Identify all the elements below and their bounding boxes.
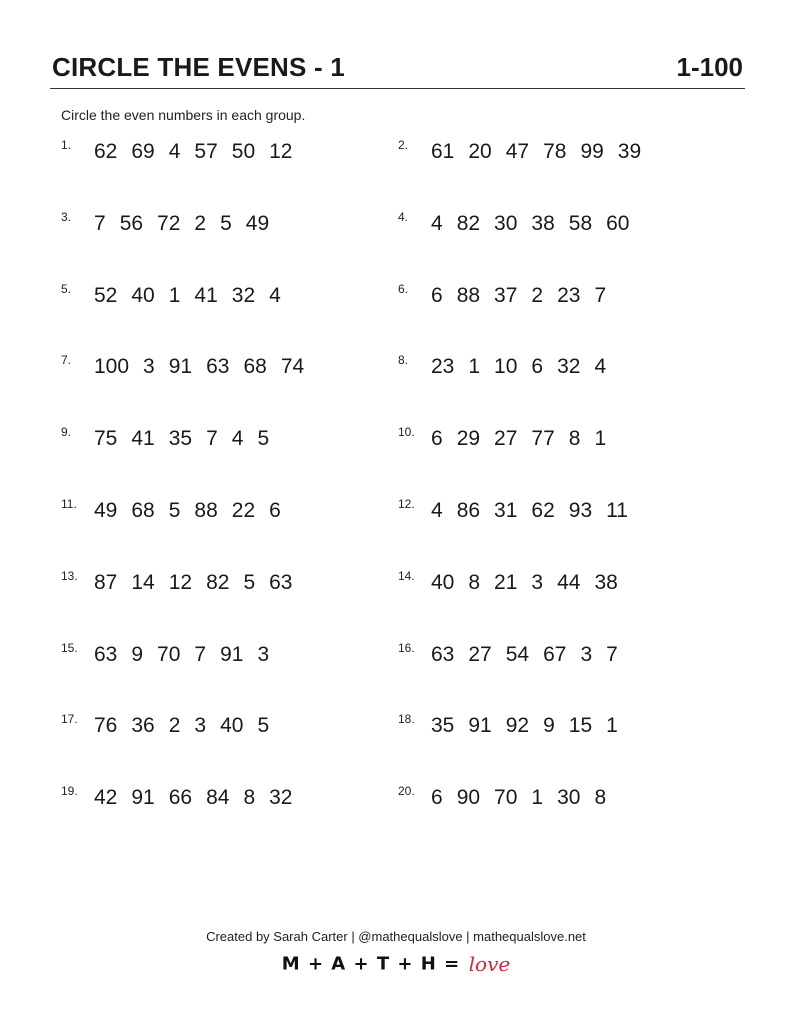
number-item[interactable]: 1 [594,427,607,451]
instructions-text: Circle the even numbers in each group. [61,107,306,123]
number-item[interactable]: 7 [94,211,106,235]
number-item[interactable]: 15 [568,714,593,738]
number-item[interactable]: 14 [131,570,155,594]
number-item[interactable]: 5 [257,714,270,738]
number-item[interactable]: 47 [505,140,530,163]
number-item[interactable]: 6 [431,786,443,810]
number-item[interactable]: 4 [231,427,244,451]
number-item[interactable]: 87 [94,570,118,594]
number-item[interactable]: 4 [269,283,281,307]
number-item[interactable]: 27 [468,642,492,666]
problem-number: 17. [61,712,78,727]
problem-number: 19. [61,784,78,799]
number-item[interactable]: 23 [431,355,455,379]
number-group [94,714,283,738]
number-item[interactable]: 30 [494,211,518,235]
number-item[interactable]: 57 [194,140,218,163]
number-item[interactable]: 7 [606,642,618,666]
number-group [431,499,642,523]
number-item[interactable]: 66 [168,786,193,810]
problem-number: 5. [61,281,72,296]
number-item[interactable]: 41 [194,283,218,307]
number-item[interactable]: 39 [617,140,642,163]
number-item[interactable]: 27 [494,427,518,451]
logo-love-script: love [468,952,511,976]
number-item[interactable]: 2 [531,283,544,307]
number-item[interactable]: 38 [531,211,555,235]
number-item[interactable]: 12 [269,140,293,163]
problem-number: 11. [61,497,77,511]
number-group [94,140,306,164]
number-item[interactable]: 88 [194,499,218,522]
number-item[interactable]: 6 [431,283,443,307]
number-item[interactable]: 11 [606,499,628,522]
number-item[interactable]: 84 [206,786,230,810]
number-group [431,643,632,667]
number-item[interactable]: 12 [168,570,193,594]
number-item[interactable]: 32 [231,283,256,307]
number-item[interactable]: 68 [131,499,155,522]
number-item[interactable]: 100 [94,355,130,379]
number-item[interactable]: 7 [594,283,607,307]
number-group [94,571,306,595]
number-item[interactable]: 61 [431,140,455,163]
number-item[interactable]: 3 [531,570,544,594]
number-item[interactable]: 21 [494,570,518,594]
number-item[interactable]: 10 [494,355,518,379]
number-item[interactable]: 5 [168,499,181,522]
number-item[interactable]: 38 [594,570,618,594]
number-item[interactable]: 63 [431,642,455,666]
number-item[interactable]: 35 [431,714,455,738]
number-item[interactable]: 8 [468,570,481,594]
number-item[interactable]: 62 [531,499,555,522]
problem-number: 10. [398,425,415,440]
number-item[interactable]: 41 [131,427,155,451]
number-item[interactable]: 49 [245,211,270,235]
number-item[interactable]: 63 [269,570,293,594]
number-group [431,427,620,451]
number-item[interactable]: 42 [94,786,118,810]
number-item[interactable]: 93 [568,499,593,522]
number-item[interactable]: 91 [168,355,193,379]
number-group [431,140,655,164]
number-item[interactable]: 3 [143,355,155,379]
number-group [94,643,283,667]
number-item[interactable]: 9 [131,642,144,666]
number-item[interactable]: 72 [157,211,181,235]
problem-number: 4. [398,209,409,224]
number-item[interactable]: 3 [194,714,207,738]
number-item[interactable]: 40 [220,714,244,738]
number-item[interactable]: 2 [168,714,181,738]
number-item[interactable]: 2 [194,211,207,235]
problem-number: 1. [61,138,72,152]
problem-number: 9. [61,425,72,440]
number-group [94,427,283,451]
number-item[interactable]: 8 [243,786,256,810]
number-item[interactable]: 86 [456,499,481,522]
number-item[interactable]: 1 [468,355,481,379]
number-item[interactable]: 90 [456,786,481,810]
number-item[interactable]: 82 [206,570,230,594]
logo-text: M + A + T + H = [281,953,461,975]
number-group [431,284,620,308]
number-item[interactable]: 7 [206,427,218,451]
number-item[interactable]: 6 [431,427,443,451]
number-item[interactable]: 1 [531,786,544,810]
number-group [431,786,620,810]
number-item[interactable]: 77 [531,427,555,451]
number-item[interactable]: 44 [557,570,581,594]
number-item[interactable]: 6 [531,355,544,379]
number-item[interactable]: 67 [543,642,567,666]
problem-number: 2. [398,138,409,152]
number-item[interactable]: 5 [220,211,232,235]
number-item[interactable]: 40 [131,283,155,307]
problem-number: 18. [398,712,415,727]
number-item[interactable]: 78 [543,140,567,163]
number-item[interactable]: 1 [606,714,618,738]
number-item[interactable]: 60 [606,211,630,235]
problem-number: 16. [398,640,415,655]
number-group [431,714,632,738]
number-item[interactable]: 7 [194,642,207,666]
number-item[interactable]: 63 [94,642,118,666]
number-item[interactable]: 4 [594,355,607,379]
number-item[interactable]: 62 [94,140,118,163]
number-item[interactable]: 23 [557,283,581,307]
number-item[interactable]: 32 [269,786,293,810]
number-item[interactable]: 1 [168,283,181,307]
number-group [94,355,318,379]
worksheet-title: CIRCLE THE EVENS - 1 [52,52,345,82]
number-item[interactable]: 50 [231,140,256,163]
number-item[interactable]: 92 [505,714,530,738]
number-item[interactable]: 8 [568,427,581,451]
number-item[interactable]: 69 [131,140,155,163]
number-group [431,355,620,379]
number-item[interactable]: 4 [168,140,181,163]
number-item[interactable]: 88 [456,283,481,307]
number-item[interactable]: 36 [131,714,155,738]
number-item[interactable]: 35 [168,427,193,451]
number-item[interactable]: 75 [94,427,118,451]
number-item[interactable]: 4 [431,499,443,522]
problem-number: 8. [398,353,409,368]
problem-number: 15. [61,640,78,655]
footer-credit: Created by Sarah Carter | @mathequalslove | mathequalslove.net [206,929,586,944]
problem-number: 14. [398,568,415,583]
number-item[interactable]: 54 [505,642,530,666]
number-item[interactable]: 76 [94,714,118,738]
number-item[interactable]: 63 [206,355,230,379]
number-item[interactable]: 52 [94,283,118,307]
number-item[interactable]: 4 [431,211,443,235]
number-item[interactable]: 49 [94,499,118,522]
number-range: 1-100 [676,52,743,82]
number-item[interactable]: 91 [131,786,155,810]
number-item[interactable]: 58 [568,211,593,235]
problem-number: 7. [61,353,72,368]
number-item[interactable]: 6 [269,499,281,522]
problem-number: 20. [398,784,415,799]
number-item[interactable]: 82 [456,211,481,235]
number-item[interactable]: 5 [257,427,270,451]
number-item[interactable]: 37 [494,283,518,307]
number-item[interactable]: 56 [119,211,144,235]
number-group [431,212,643,236]
number-item[interactable]: 70 [494,786,518,810]
number-item[interactable]: 68 [243,355,267,379]
number-item[interactable]: 40 [431,570,455,594]
number-item[interactable]: 91 [468,714,492,738]
number-item[interactable]: 20 [468,140,492,163]
number-item[interactable]: 99 [580,140,604,163]
number-item[interactable]: 32 [557,355,581,379]
number-item[interactable]: 30 [557,786,581,810]
problem-number: 12. [398,497,415,511]
number-item[interactable]: 8 [594,786,607,810]
worksheet-header [50,46,745,89]
number-item[interactable]: 3 [580,642,593,666]
number-item[interactable]: 74 [280,355,305,379]
number-group [94,786,306,810]
number-item[interactable]: 3 [257,642,270,666]
number-group [94,284,295,308]
number-item[interactable]: 31 [494,499,518,522]
number-item[interactable]: 29 [456,427,481,451]
number-item[interactable]: 70 [157,642,181,666]
problem-number: 3. [61,209,72,224]
number-item[interactable]: 5 [243,570,256,594]
number-group [431,571,632,595]
number-group [94,499,295,523]
number-group [94,212,283,236]
math-equals-love-logo [0,952,792,976]
number-item[interactable]: 9 [543,714,555,738]
problem-number: 6. [398,281,409,296]
number-item[interactable]: 22 [231,499,256,522]
number-item[interactable]: 91 [220,642,244,666]
problem-number: 13. [61,568,78,583]
